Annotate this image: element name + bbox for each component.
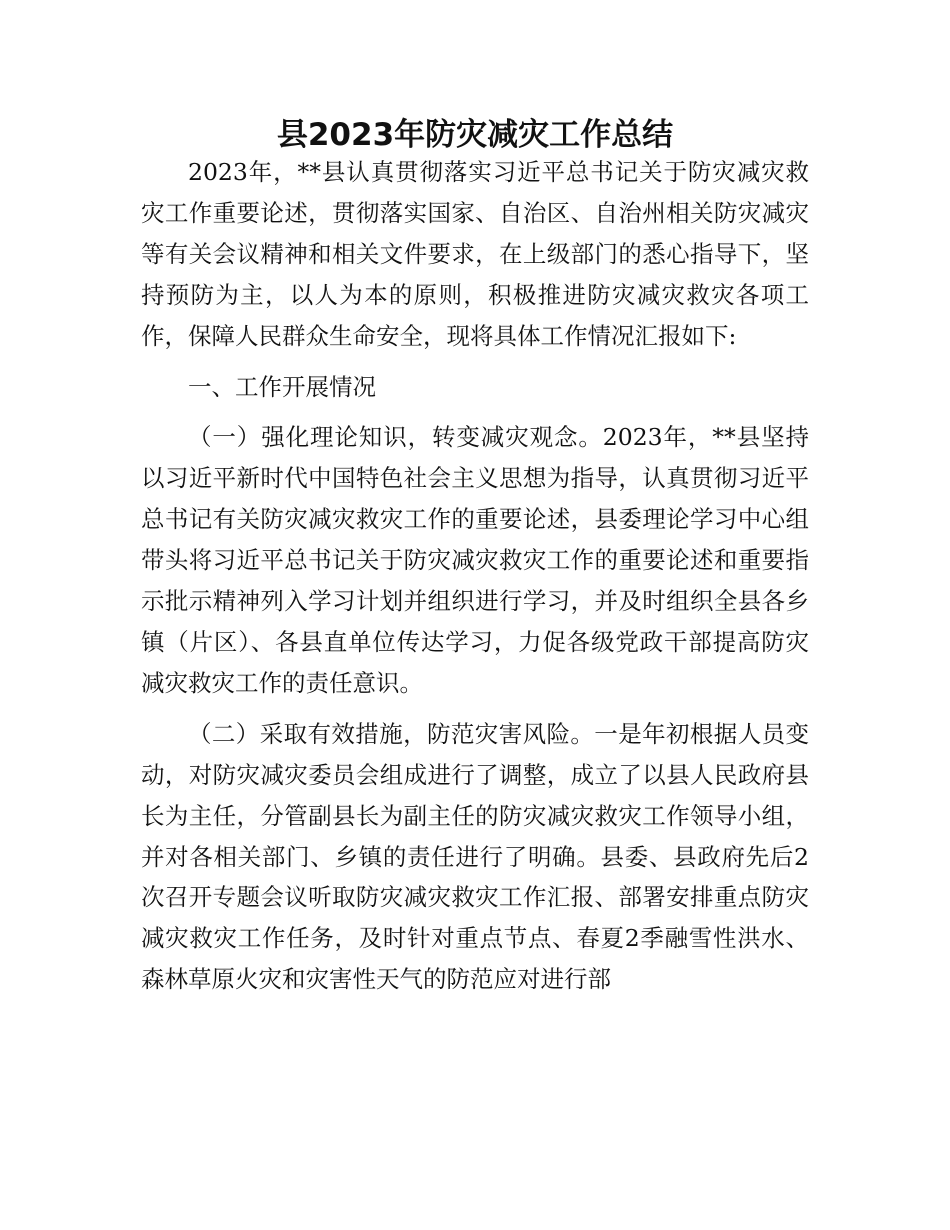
document-title: 县2023年防灾减灾工作总结: [276, 117, 674, 153]
paragraph-theory-study: （一）强化理论知识，转变减灾观念。2023年，**县坚持以习近平新时代中国特色社会主义思想为指导，认真贯彻习近平总书记有关防灾减灾救灾工作的重要论述，县委理论学习中心组带头将习近平总书记关于防灾减灾救灾工作的重要论述和重要指示批示精神列入学习计划并组织进行学习，并及时组织全县各乡镇（片区）、各县直单位传达学习，力促各级党政干部提高防灾减灾救灾工作的责任意识。: [141, 423, 809, 697]
document-body: [141, 152, 809, 1000]
section-heading-work-status: 一、工作开展情况: [188, 372, 376, 401]
paragraph-intro: 2023年，**县认真贯彻落实习近平总书记关于防灾减灾救灾工作重要论述，贯彻落实国家、自治区、自治州相关防灾减灾等有关会议精神和相关文件要求，在上级部门的悉心指导下，坚持预防为主，以人为本的原则，积极推进防灾减灾救灾各项工作，保障人民群众生命安全，现将具体工作情况汇报如下:: [141, 158, 809, 350]
paragraph-risk-prevention: （二）采取有效措施，防范灾害风险。一是年初根据人员变动，对防灾减灾委员会组成进行了调整，成立了以县人民政府县长为主任，分管副县长为副主任的防灾减灾救灾工作领导小组，并对各相关部门、乡镇的责任进行了明确。县委、县政府先后2次召开专题会议听取防灾减灾救灾工作汇报、部署安排重点防灾减灾救灾工作任务，及时针对重点节点、春夏2季融雪性洪水、森林草原火灾和灾害性天气的防范应对进行部: [141, 719, 809, 994]
